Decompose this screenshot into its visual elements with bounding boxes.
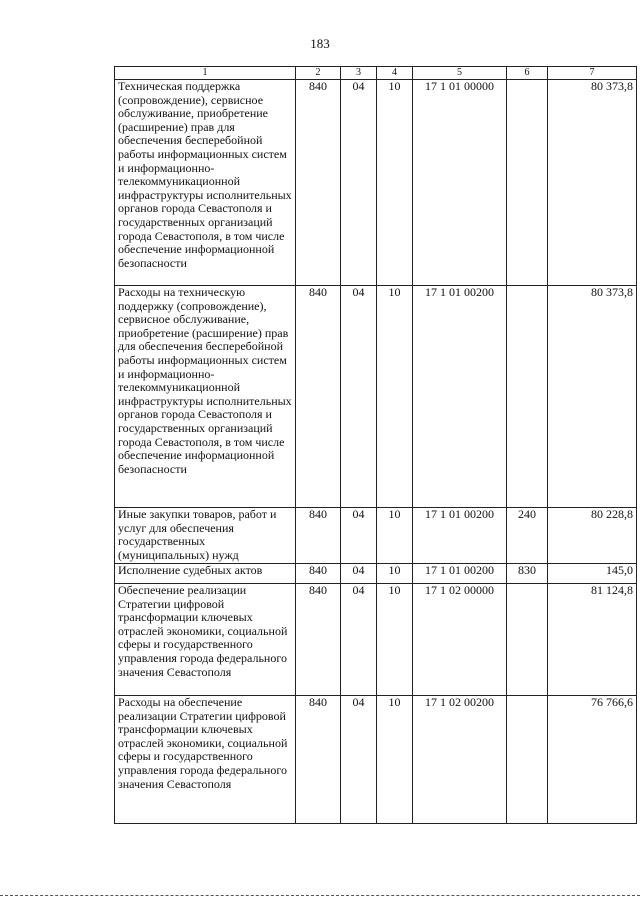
cell-target-code: 17 1 01 00000 — [413, 80, 507, 286]
cell-target-code: 17 1 01 00200 — [413, 286, 507, 508]
page-edge-divider — [0, 895, 640, 896]
column-header: 6 — [507, 67, 548, 80]
table-row — [115, 584, 637, 696]
column-header: 3 — [341, 67, 377, 80]
cell-ministry-code: 840 — [296, 584, 341, 696]
row-name: Иные закупки товаров, работ и услуг для обеспечения государственных (муниципальных) нужд — [115, 508, 296, 564]
cell-target-code: 17 1 01 00200 — [413, 564, 507, 584]
cell-target-code: 17 1 02 00200 — [413, 696, 507, 824]
cell-amount: 80 228,8 — [548, 508, 637, 564]
table-row — [115, 696, 637, 824]
column-header: 1 — [115, 67, 296, 80]
budget-table — [114, 66, 637, 824]
table-row — [115, 508, 637, 564]
table-row — [115, 564, 637, 584]
cell-expense-type: 830 — [507, 564, 548, 584]
cell-subsection-code: 10 — [377, 80, 413, 286]
page-number: 183 — [310, 36, 330, 51]
cell-amount: 76 766,6 — [548, 696, 637, 824]
cell-section-code: 04 — [341, 584, 377, 696]
cell-section-code: 04 — [341, 80, 377, 286]
cell-section-code: 04 — [341, 696, 377, 824]
column-header: 2 — [296, 67, 341, 80]
cell-subsection-code: 10 — [377, 584, 413, 696]
cell-section-code: 04 — [341, 286, 377, 508]
cell-target-code: 17 1 02 00000 — [413, 584, 507, 696]
cell-ministry-code: 840 — [296, 696, 341, 824]
cell-expense-type: 240 — [507, 508, 548, 564]
cell-section-code: 04 — [341, 508, 377, 564]
cell-subsection-code: 10 — [377, 286, 413, 508]
cell-section-code: 04 — [341, 564, 377, 584]
cell-amount: 80 373,8 — [548, 80, 637, 286]
cell-ministry-code: 840 — [296, 508, 341, 564]
column-header: 4 — [377, 67, 413, 80]
table-row — [115, 286, 637, 508]
cell-amount: 80 373,8 — [548, 286, 637, 508]
row-name: Техническая поддержка (сопровождение), сервисное обслуживание, приобретение (расширение) прав для обеспечения бесперебойной работы информационных систем и информационно-телекоммуникационной инфраструктуры исполнительных органов города Севастополя и государственных организаций города Севастополя, в том числе обеспечение информационной безопасности — [115, 80, 296, 286]
column-header: 7 — [548, 67, 637, 80]
cell-amount: 145,0 — [548, 564, 637, 584]
cell-amount: 81 124,8 — [548, 584, 637, 696]
cell-ministry-code: 840 — [296, 286, 341, 508]
table-row — [115, 80, 637, 286]
row-name: Расходы на техническую поддержку (сопровождение), сервисное обслуживание, приобретение (расширение) прав для обеспечения бесперебойной работы информационных систем и информационно-телекоммуникационной инфраструктуры исполнительных органов города Севастополя и государственных организаций города Севастополя, в том числе обеспечение информационной безопасности — [115, 286, 296, 508]
cell-subsection-code: 10 — [377, 564, 413, 584]
cell-subsection-code: 10 — [377, 696, 413, 824]
row-name: Расходы на обеспечение реализации Стратегии цифровой трансформации ключевых отраслей экономики, социальной сферы и государственного управления города федерального значения Севастополя — [115, 696, 296, 824]
column-header: 5 — [413, 67, 507, 80]
row-name: Исполнение судебных актов — [115, 564, 296, 584]
cell-ministry-code: 840 — [296, 80, 341, 286]
table-header-row — [115, 67, 637, 80]
cell-expense-type — [507, 286, 548, 508]
cell-target-code: 17 1 01 00200 — [413, 508, 507, 564]
row-name: Обеспечение реализации Стратегии цифровой трансформации ключевых отраслей экономики, социальной сферы и государственного управления города федерального значения Севастополя — [115, 584, 296, 696]
cell-subsection-code: 10 — [377, 508, 413, 564]
cell-expense-type — [507, 696, 548, 824]
cell-expense-type — [507, 584, 548, 696]
cell-ministry-code: 840 — [296, 564, 341, 584]
cell-expense-type — [507, 80, 548, 286]
